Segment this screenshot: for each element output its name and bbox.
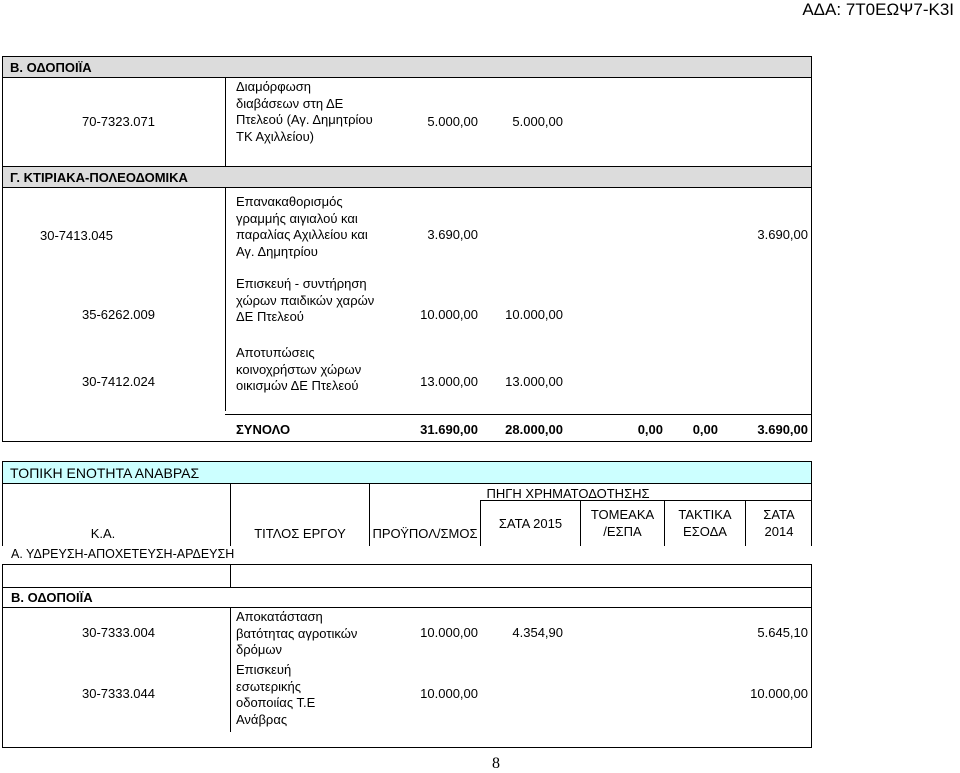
table-2-body bbox=[2, 608, 812, 748]
section-band-g bbox=[2, 166, 812, 188]
table-row-code: 70-7323.071 bbox=[81, 114, 155, 129]
table-row-desc: Αποκατάσταση βατότητας αγροτικών δρόμων bbox=[236, 609, 358, 657]
table-row-desc: Επανακαθορισμός γραμμής αιγιαλού και παραλίας Αχιλλείου και Αγ. Δημητρίου bbox=[236, 194, 368, 259]
table-1 bbox=[2, 56, 812, 442]
header-ka: Κ.Α. bbox=[90, 526, 116, 541]
header-sata2015: ΣΑΤΑ 2015 bbox=[498, 516, 563, 531]
header-tomeaka-line1: ΤΟΜΕΑΚΑ bbox=[590, 507, 655, 522]
total-label: ΣΥΝΟΛΟ bbox=[236, 422, 291, 437]
total-value: 0,00 bbox=[637, 422, 663, 437]
table-row-desc: Διαμόρφωση διαβάσεων στη ΔΕ Πτελεού (Αγ. Δημητρίου ΤΚ Αχιλλείου) bbox=[236, 79, 373, 144]
table-row-code: 30-7333.044 bbox=[81, 686, 155, 701]
page-number: 8 bbox=[492, 755, 500, 772]
table-row-code: 30-7333.004 bbox=[81, 625, 155, 640]
total-value: 0,00 bbox=[692, 422, 718, 437]
table-row-value: 3.690,00 bbox=[427, 227, 478, 242]
table-row-value: 10.000,00 bbox=[505, 307, 563, 322]
header-titlos: ΤΙΤΛΟΣ ΕΡΓΟΥ bbox=[254, 526, 346, 541]
header-pigi: ΠΗΓΗ ΧΡΗΜΑΤΟΔΟΤΗΣΗΣ bbox=[486, 486, 650, 501]
column-divider bbox=[225, 188, 226, 411]
table-row-value: 5.000,00 bbox=[512, 114, 563, 129]
table-row-value: 3.690,00 bbox=[757, 227, 808, 242]
table-2-header bbox=[2, 484, 812, 561]
section-title-b-2: Β. ΟΔΟΠΟΙΪΑ bbox=[11, 590, 93, 605]
section-band-b-2 bbox=[2, 588, 812, 608]
header-sata2014-line1: ΣΑΤΑ bbox=[763, 507, 795, 522]
total-value: 28.000,00 bbox=[505, 422, 563, 437]
header-proypol: ΠΡΟΫΠΟΛ/ΣΜΟΣ bbox=[372, 526, 478, 541]
section-title-b: Β. ΟΔΟΠΟΙΪΑ bbox=[10, 60, 92, 75]
column-divider bbox=[230, 608, 231, 732]
section-band-b bbox=[2, 56, 812, 78]
total-value: 3.690,00 bbox=[757, 422, 808, 437]
table-row-value: 13.000,00 bbox=[420, 374, 478, 389]
total-value: 31.690,00 bbox=[420, 422, 478, 437]
table-row-value: 13.000,00 bbox=[505, 374, 563, 389]
table-row-value: 10.000,00 bbox=[420, 686, 478, 701]
table-row-code: 35-6262.009 bbox=[81, 307, 155, 322]
column-divider bbox=[225, 78, 226, 166]
table-row-code: 30-7412.024 bbox=[81, 374, 155, 389]
header-taktika-line2: ΕΣΟΔΑ bbox=[683, 524, 727, 539]
table-row-code: 30-7413.045 bbox=[39, 228, 113, 243]
table-row-desc: Επισκευή - συντήρηση χώρων παιδικών χαρών ΔΕ Πτελεού bbox=[236, 276, 375, 324]
section-a-row bbox=[2, 564, 812, 588]
table-row-desc: Επισκευή εσωτερικής οδοποιίας Τ.Ε Ανάβρας bbox=[236, 662, 316, 727]
column-divider bbox=[230, 565, 231, 587]
table-row-desc: Αποτυπώσεις κοινοχρήστων χώρων οικισμών ΔΕ Πτελεού bbox=[236, 345, 362, 393]
table-row-value: 10.000,00 bbox=[420, 625, 478, 640]
section-title-a: Α. ΥΔΡΕΥΣΗ-ΑΠΟΧΕΤΕΥΣΗ-ΑΡΔΕΥΣΗ bbox=[11, 547, 235, 561]
document-id: ΑΔΑ: 7Τ0ΕΩΨ7-Κ3Ι bbox=[802, 0, 954, 19]
total-divider bbox=[225, 414, 811, 415]
table-row-value: 4.354,90 bbox=[512, 625, 563, 640]
section-title-g: Γ. ΚΤΙΡΙΑΚΑ-ΠΟΛΕΟΔΟΜΙΚΑ bbox=[10, 170, 188, 185]
table-row-value: 10.000,00 bbox=[750, 686, 808, 701]
header-taktika-line1: ΤΑΚΤΙΚΑ bbox=[678, 507, 732, 522]
table-row-value: 5.645,10 bbox=[757, 625, 808, 640]
table-row-value: 10.000,00 bbox=[420, 307, 478, 322]
header-tomeaka-line2: /ΕΣΠΑ bbox=[603, 524, 642, 539]
table-row-value: 5.000,00 bbox=[427, 114, 478, 129]
header-divider bbox=[230, 484, 231, 546]
header-sata2014-line2: 2014 bbox=[764, 524, 794, 539]
region-title-band bbox=[2, 461, 812, 484]
region-title: ΤΟΠΙΚΗ ΕΝΟΤΗΤΑ ΑΝΑΒΡΑΣ bbox=[10, 465, 200, 481]
